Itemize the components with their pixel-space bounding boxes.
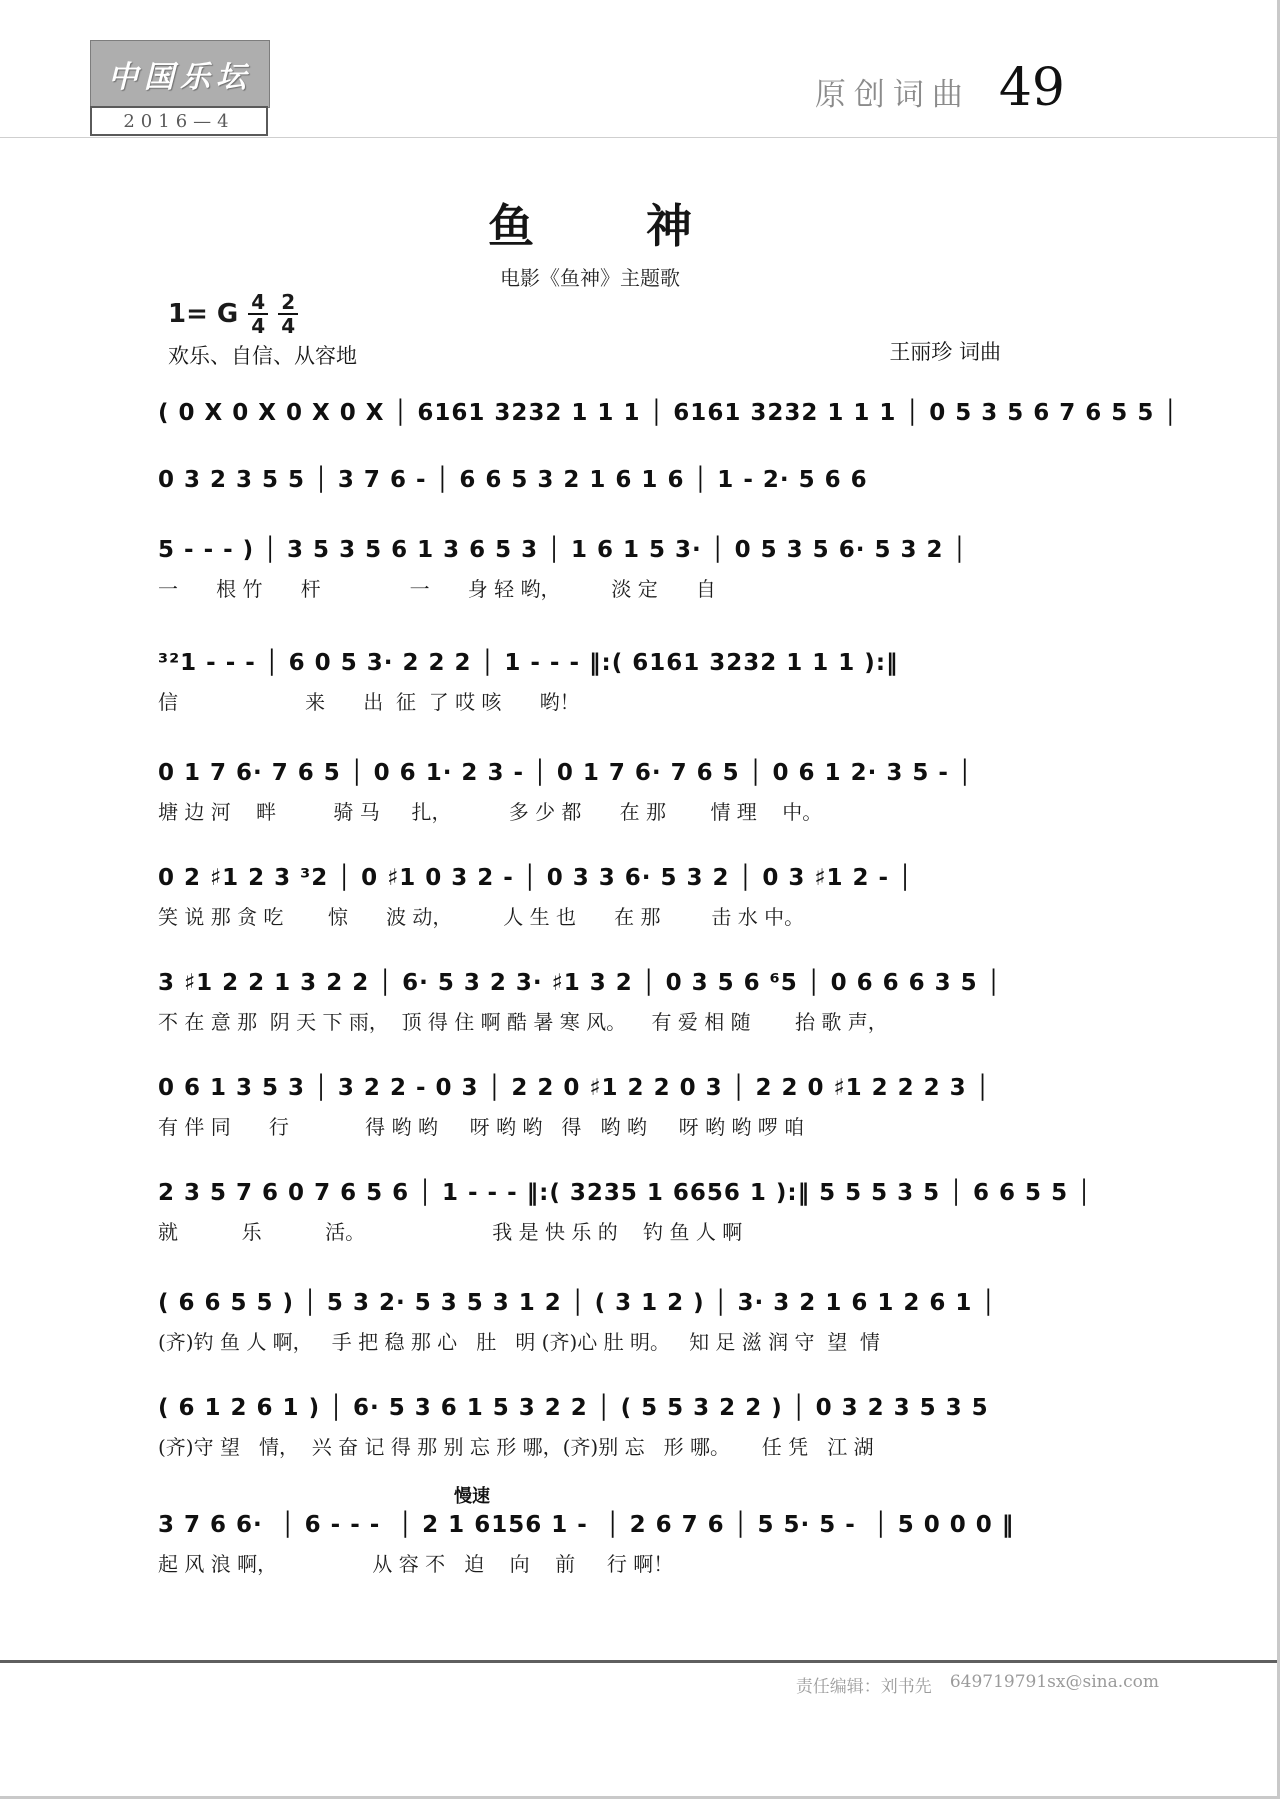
lyrics-row: (齐)守 望 情， 兴 奋 记 得 那 别 忘 形 哪，(齐)别 忘 形 哪。 任 凭 江 湖 (158, 1435, 874, 1459)
notation-row: ( 0 X 0 X 0 X 0 X │ 6161 3232 1 1 1 │ 6161 3232 1 1 1 │ 0 5 3 5 6 7 6 5 5 │ (158, 400, 1179, 426)
score-line (158, 400, 1179, 426)
composer-credit: 王丽珍 词曲 (889, 340, 1001, 364)
tempo-expression: 欢乐、自信、从容地 (168, 344, 357, 368)
notation-row: ³²1 - - - │ 6 0 5 3· 2 2 2 │ 1 - - - ‖:( 6161 3232 1 1 1 ):‖ (158, 650, 899, 676)
score-line (158, 467, 1158, 493)
lyrics-row: (齐)钓 鱼 人 啊， 手 把 稳 那 心 肚 明 (齐)心 肚 明。 知 足 滋 润 守 望 情 (158, 1330, 880, 1354)
score-line (158, 760, 1158, 824)
lyrics-row: 起 风 浪 啊， 从 容 不 迫 向 前 行 啊！ (158, 1552, 674, 1576)
issue-box (90, 106, 268, 136)
notation-row: ( 6 6 5 5 ) │ 5 3 2· 5 3 5 3 1 2 │ ( 3 1 2 ) │ 3· 3 2 1 6 1 2 6 1 │ (158, 1290, 997, 1316)
responsible-editor: 责任编辑：刘书先 (795, 1677, 932, 1697)
score-line (158, 1395, 1158, 1459)
key-signature (168, 292, 298, 336)
magazine-logo (90, 40, 270, 108)
notation-row: 0 1 7 6· 7 6 5 │ 0 6 1· 2 3 - │ 0 1 7 6· 7 6 5 │ 0 6 1 2· 3 5 - │ (158, 760, 973, 786)
notation-row: 0 2 ♯1 2 3 ³2 │ 0 ♯1 0 3 2 - │ 0 3 3 6· 5 3 2 │ 0 3 ♯1 2 - │ (158, 865, 913, 891)
notation-row: 0 6 1 3 5 3 │ 3 2 2 - 0 3 │ 2 2 0 ♯1 2 2 0 3 │ 2 2 0 ♯1 2 2 2 3 │ (158, 1075, 991, 1101)
key-prefix: 1= G (168, 299, 239, 329)
lyrics-row: 就 乐 活。 我 是 快 乐 的 钓 鱼 人 啊 (158, 1220, 743, 1244)
score-line (158, 1075, 1158, 1139)
song-subtitle: 电影《鱼神》主题歌 (500, 266, 680, 290)
time-signature-1: $\frac{4}{4}$ (248, 292, 268, 336)
song-title: 鱼 神 (487, 199, 693, 253)
lyrics-row: 有 伴 同 行 得 哟 哟 呀 哟 哟 得 哟 哟 呀 哟 哟 啰 咱 (158, 1115, 805, 1139)
header-right (815, 58, 1065, 118)
score-line (158, 970, 1158, 1034)
contact-email: 649719791sx@sina.com (949, 1672, 1159, 1692)
notation-row: 2 3 5 7 6 0 7 6 5 6 │ 1 - - - ‖:( 3235 1 6656 1 ):‖ 5 5 5 3 5 │ 6 6 5 5 │ (158, 1180, 1092, 1206)
score-line (158, 537, 1158, 601)
lyrics-row: 不 在 意 那 阴 天 下 雨， 顶 得 住 啊 酷 暑 寒 风。 有 爱 相 随 抬 歌 声， (158, 1010, 888, 1034)
footer (796, 1672, 1159, 1697)
lyrics-row: 塘 边 河 畔 骑 马 扎， 多 少 都 在 那 情 理 中。 (158, 800, 823, 824)
score-line (158, 1486, 1158, 1576)
score-line (158, 1180, 1158, 1244)
notation-row: 5 - - - ) │ 3 5 3 5 6 1 3 6 5 3 │ 1 6 1 5 3· │ 0 5 3 5 6· 5 3 2 │ (158, 537, 968, 563)
tempo-change-mark: 慢速 (454, 1486, 490, 1507)
time-signature-2: $\frac{2}{4}$ (278, 292, 298, 336)
notation-row: ( 6 1 2 6 1 ) │ 6· 5 3 6 1 5 3 2 2 │ ( 5 5 3 2 2 ) │ 0 3 2 3 5 3 5 (158, 1395, 989, 1421)
footer-divider (0, 1660, 1277, 1663)
page-number: 49 (998, 58, 1065, 118)
lyrics-row: 信 来 出 征 了 哎 咳 哟！ (158, 690, 580, 714)
magazine-logo-text: 中国乐坛 (108, 60, 252, 95)
header-divider (0, 137, 1277, 138)
score-line (158, 865, 1158, 929)
issue-number: 2016—4 (123, 110, 235, 132)
notation-row: 3 ♯1 2 2 1 3 2 2 │ 6· 5 3 2 3· ♯1 3 2 │ 0 3 5 6 ⁶5 │ 0 6 6 6 3 5 │ (158, 970, 1002, 996)
section-category: 原创词曲 (814, 77, 971, 113)
notation-row: 0 3 2 3 5 5 │ 3 7 6 - │ 6 6 5 3 2 1 6 1 6 │ 1 - 2· 5 6 6 (158, 467, 868, 493)
lyrics-row: 笑 说 那 贪 吃 惊 波 动， 人 生 也 在 那 击 水 中。 (158, 905, 805, 929)
score-line (158, 1290, 1158, 1354)
lyrics-row: 一 根 竹 杆 一 身 轻 哟， 淡 定 自 (158, 577, 716, 601)
score-line (158, 650, 1158, 714)
notation-row: 3 7 6 6· │ 6 - - - │ 2 1 6156 1 - │ 2 6 7 6 │ 5 5· 5 - │ 5 0 0 0 ‖ (158, 1512, 1015, 1538)
